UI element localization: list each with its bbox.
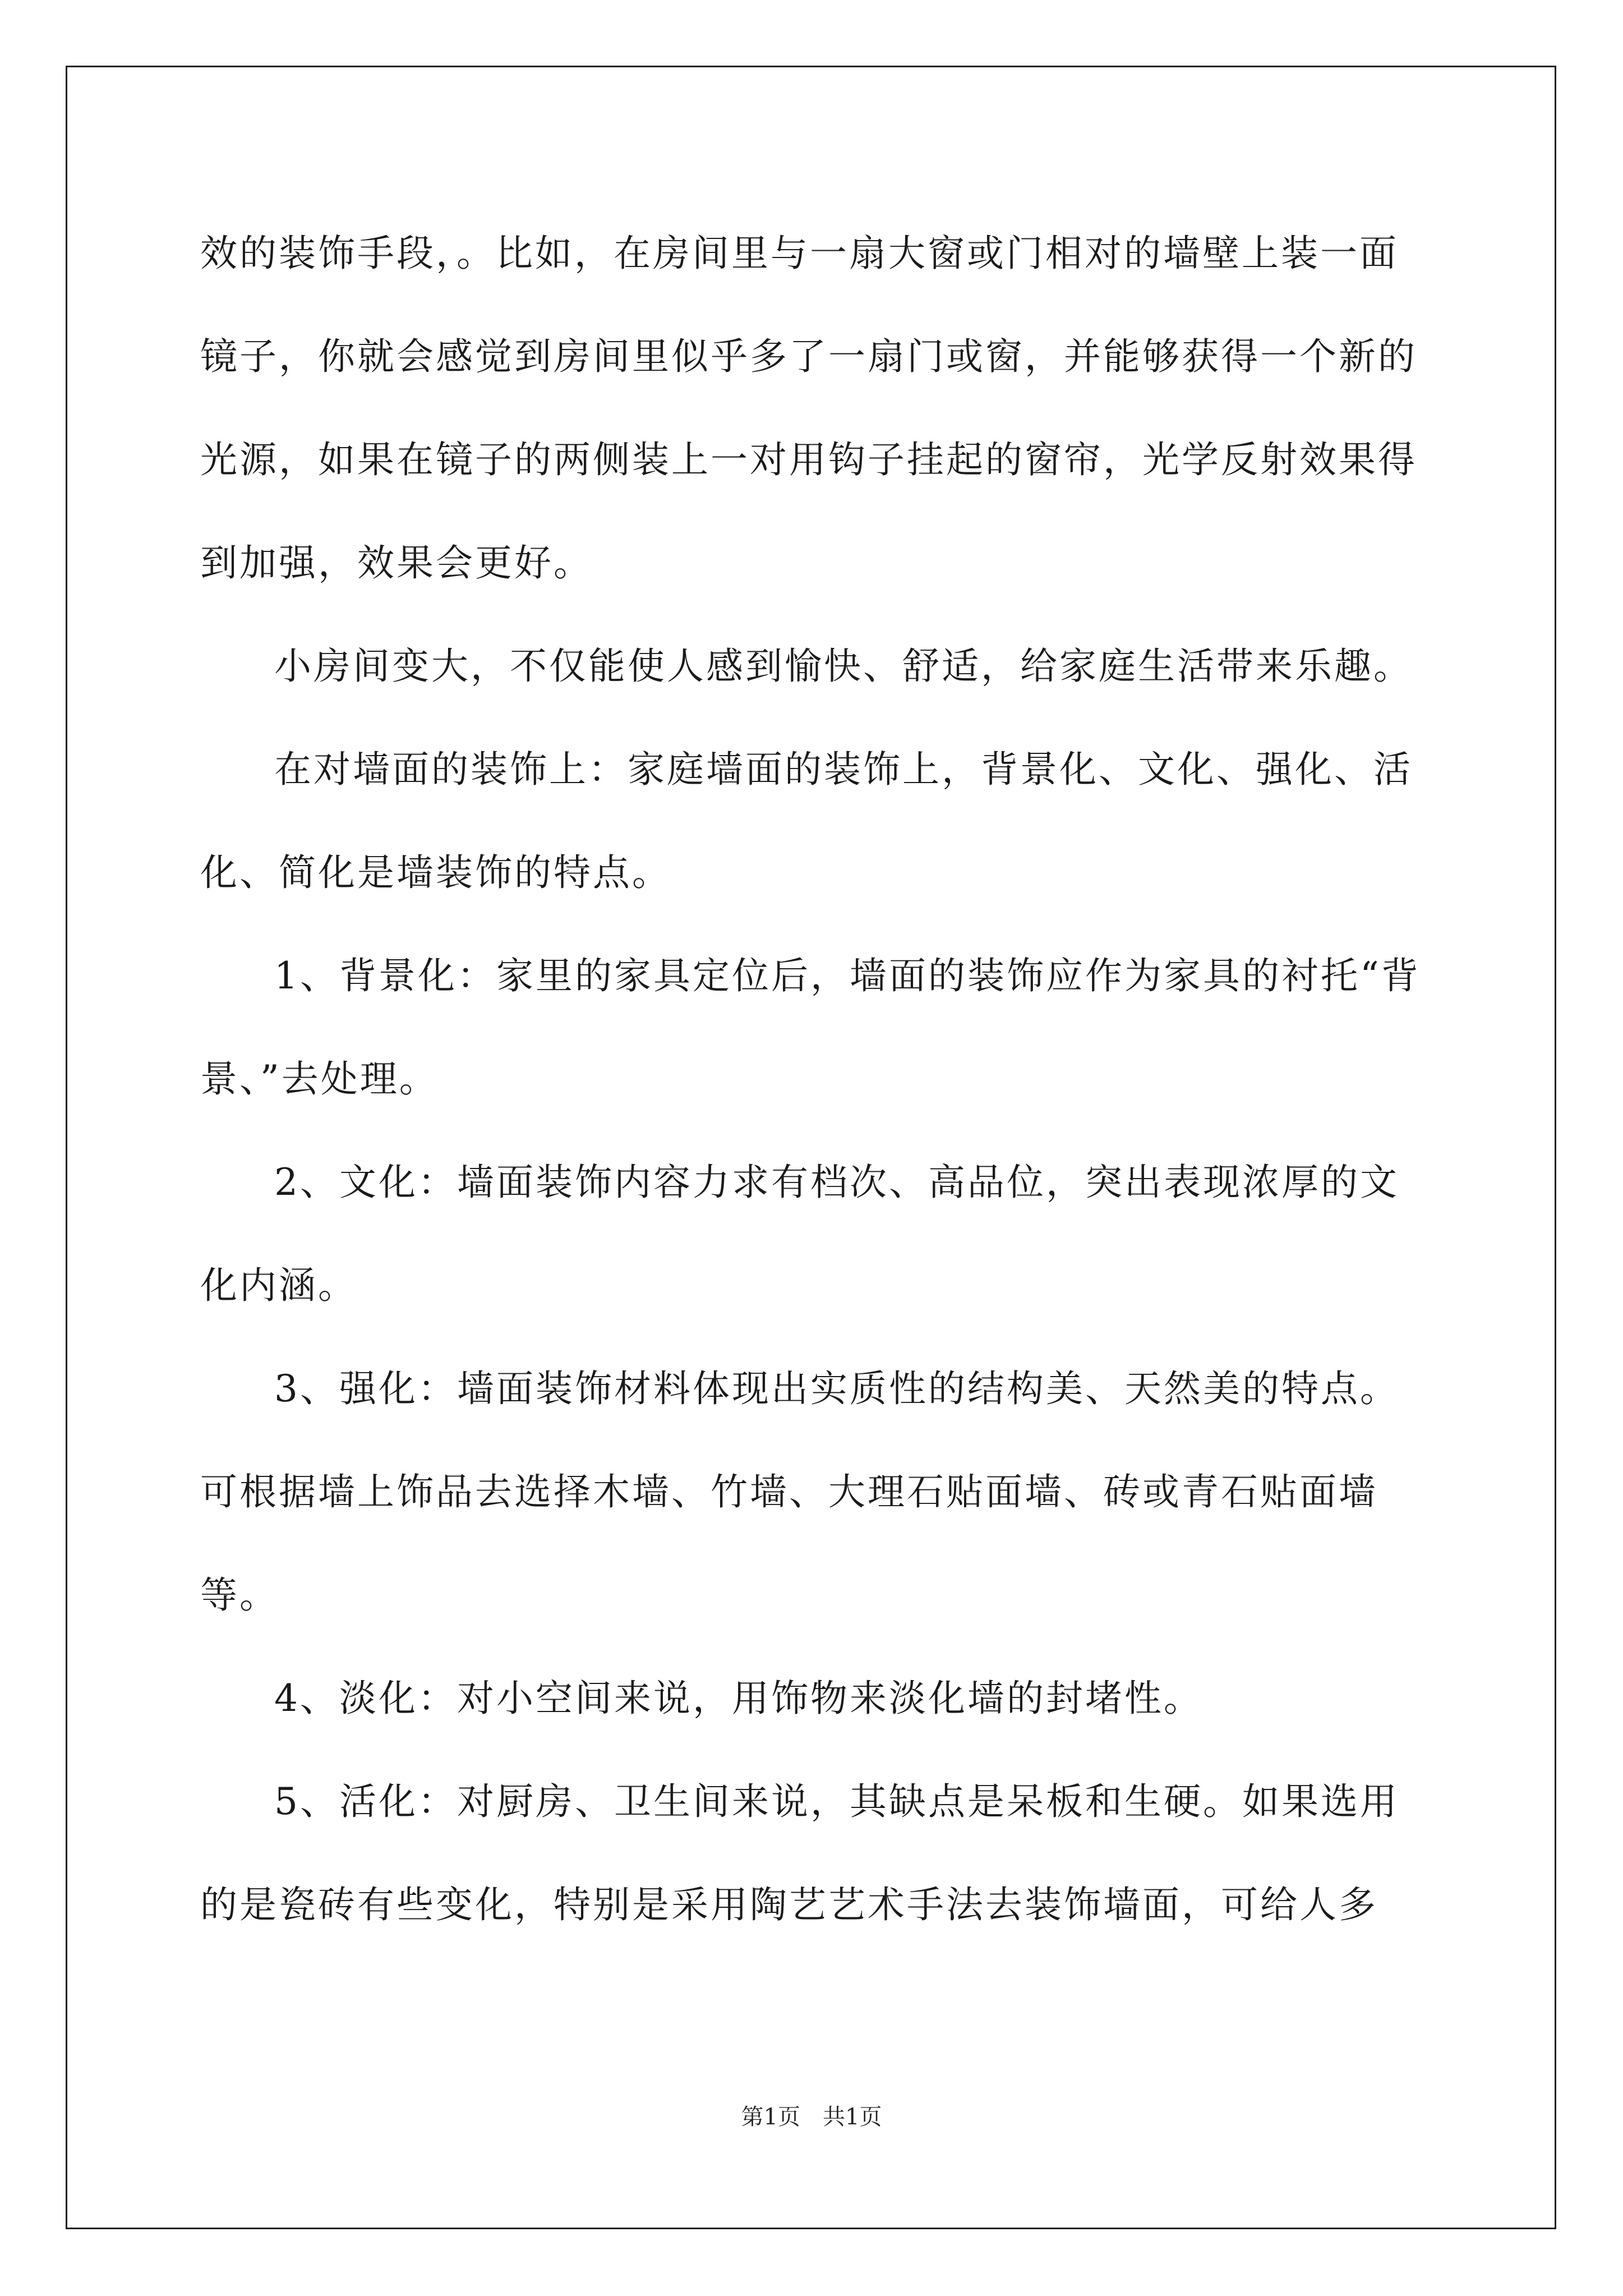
paragraph: 3、强化：墙面装饰材料体现出实质性的结构美、天然美的特点。可根据墙上饰品去选择木墙、竹墙、大理石贴面墙、砖或青石贴面墙等。 <box>200 1367 1399 1617</box>
paragraph: 4、淡化：对小空间来说，用饰物来淡化墙的封堵性。 <box>274 1677 1203 1720</box>
paragraph: 在对墙面的装饰上：家庭墙面的装饰上，背景化、文化、强化、活化、简化是墙装饰的特点。 <box>200 748 1413 894</box>
document-body <box>200 202 1428 1957</box>
paragraph: 2、文化：墙面装饰内容力求有档次、高品位，突出表现浓厚的文化内涵。 <box>200 1161 1399 1307</box>
paragraph: 小房间变大，不仅能使人感到愉快、舒适，给家庭生活带来乐趣。 <box>274 645 1413 688</box>
paragraph: 5、活化：对厨房、卫生间来说，其缺点是呆板和生硬。如果选用的是瓷砖有些变化，特别是采用陶艺艺术手法去装饰墙面，可给人多 <box>200 1780 1399 1926</box>
paragraph: 1、背景化：家里的家具定位后，墙面的装饰应作为家具的衬托“背景、”去处理。 <box>200 954 1421 1101</box>
paragraph: 效的装饰手段，。比如，在房间里与一扇大窗或门相对的墙壁上装一面镜子，你就会感觉到房间里似乎多了一扇门或窗，并能够获得一个新的光源，如果在镜子的两侧装上一对用钩子挂起的窗帘，光学反射效果得到加强，效果会更好。 <box>200 232 1417 585</box>
page-footer: 第1页 共1页 <box>741 2104 882 2130</box>
